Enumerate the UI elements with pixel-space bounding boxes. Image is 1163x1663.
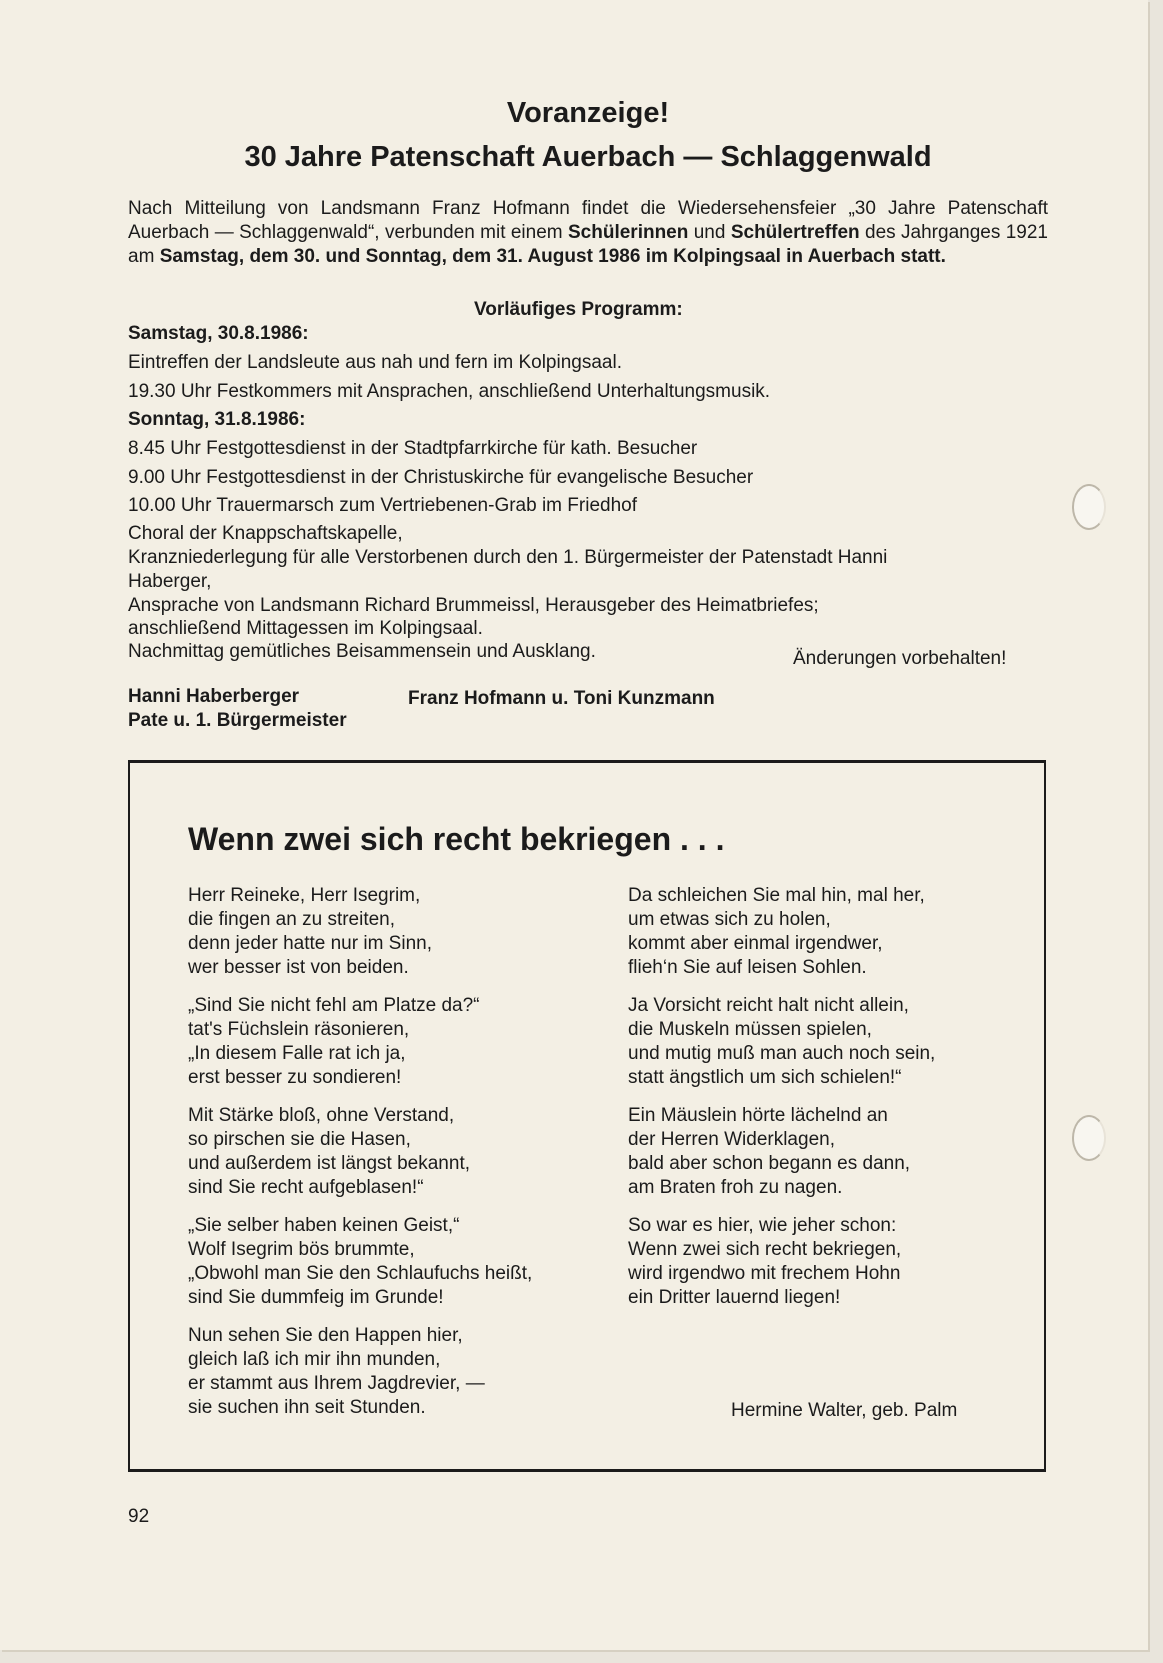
poem-line: Wenn zwei sich recht bekriegen,: [628, 1239, 902, 1260]
program-heading: Vorläufiges Programm:: [474, 299, 683, 320]
poem-line: tat's Füchslein räsonieren,: [188, 1019, 410, 1040]
poem-title: Wenn zwei sich recht bekriegen . . .: [188, 821, 725, 857]
poem-stanza: [188, 1324, 485, 1420]
sunday-line: Kranzniederlegung für alle Verstorbenen durch den 1. Bürgermeister der Patenstadt Hanni: [128, 547, 888, 568]
poem-line: Nun sehen Sie den Happen hier,: [188, 1325, 463, 1346]
poem-line: ein Dritter lauernd liegen!: [628, 1287, 841, 1308]
poem-stanza: [628, 884, 925, 980]
poem-line: bald aber schon begann es dann,: [628, 1153, 911, 1174]
poem-line: die Muskeln müssen spielen,: [628, 1019, 872, 1040]
poem-line: sind Sie recht aufgeblasen!“: [188, 1177, 424, 1198]
poem-stanza: [628, 994, 935, 1090]
poem-line: Ein Mäuslein hörte lächelnd an: [628, 1105, 888, 1126]
poem-line: so pirschen sie die Hasen,: [188, 1129, 411, 1150]
poem-line: sie suchen ihn seit Stunden.: [188, 1397, 426, 1418]
sunday-line: Ansprache von Landsmann Richard Brummeissl, Herausgeber des Heimatbriefes;: [128, 595, 819, 616]
reservation-note: Änderungen vorbehalten!: [793, 648, 1007, 669]
poem-line: „Obwohl man Sie den Schlaufuchs heißt,: [188, 1263, 533, 1284]
sunday-line: Haberger,: [128, 571, 212, 592]
signature-left-role: Pate u. 1. Bürgermeister: [128, 710, 347, 731]
poem-line: wird irgendwo mit frechem Hohn: [628, 1263, 901, 1284]
poem-line: wer besser ist von beiden.: [188, 957, 409, 978]
poem-line: und mutig muß man auch noch sein,: [628, 1043, 936, 1064]
poem-line: die fingen an zu streiten,: [188, 909, 396, 930]
poem-line: „Sind Sie nicht fehl am Platze da?“: [188, 995, 480, 1016]
sunday-line: Nachmittag gemütliches Beisammensein und Ausklang.: [128, 641, 596, 662]
punch-hole-bottom: [1072, 1115, 1106, 1161]
sunday-line: anschließend Mittagessen im Kolpingsaal.: [128, 618, 483, 639]
page-number: 92: [128, 1506, 150, 1527]
poem-line: „In diesem Falle rat ich ja,: [188, 1043, 406, 1064]
poem-line: Da schleichen Sie mal hin, mal her,: [628, 885, 925, 906]
poem-stanza: [188, 1214, 532, 1310]
saturday-line: 19.30 Uhr Festkommers mit Ansprachen, anschließend Unterhaltungsmusik.: [128, 381, 771, 402]
intro-bold-run: Schülerinnen: [568, 222, 689, 243]
intro-bold-run: Schülertreffen: [730, 222, 860, 243]
poem-line: „Sie selber haben keinen Geist,“: [188, 1215, 460, 1236]
poem-line: und außerdem ist längst bekannt,: [188, 1153, 471, 1174]
poem-line: Herr Reineke, Herr Isegrim,: [188, 885, 421, 906]
poem-line: um etwas sich zu holen,: [628, 909, 831, 930]
poem-line: der Herren Widerklagen,: [628, 1129, 835, 1150]
poem-author: Hermine Walter, geb. Palm: [731, 1400, 958, 1421]
intro-run: Nach Mitteilung von Landsmann Franz Hofmann findet die Wiedersehensfeier „30 Jahre Patenschaft Auerbach — Schlaggenwald“, verbunden mit einem: [128, 198, 1048, 243]
announcement-subtitle: 30 Jahre Patenschaft Auerbach — Schlaggenwald: [244, 141, 932, 173]
poem-line: Ja Vorsicht reicht halt nicht allein,: [628, 995, 909, 1016]
sunday-heading: Sonntag, 31.8.1986:: [128, 409, 306, 430]
poem-stanza: [188, 884, 432, 980]
poem-line: am Braten froh zu nagen.: [628, 1177, 843, 1198]
sunday-line: Choral der Knappschaftskapelle,: [128, 523, 403, 544]
saturday-line: Eintreffen der Landsleute aus nah und fern im Kolpingsaal.: [128, 352, 622, 373]
intro-run: und: [688, 222, 731, 243]
signature-right: Franz Hofmann u. Toni Kunzmann: [408, 688, 715, 709]
intro-run: des Jahrganges 1921 am: [128, 222, 1048, 267]
poem-line: er stammt aus Ihrem Jagdrevier, —: [188, 1373, 485, 1394]
poem-line: statt ängstlich um sich schielen!“: [628, 1067, 902, 1088]
sunday-line: 10.00 Uhr Trauermarsch zum Vertriebenen-Grab im Friedhof: [128, 495, 637, 516]
poem-stanza: [628, 1214, 901, 1310]
poem-stanza: [188, 994, 480, 1090]
sunday-line: 8.45 Uhr Festgottesdienst in der Stadtpfarrkirche für kath. Besucher: [128, 438, 698, 459]
saturday-heading: Samstag, 30.8.1986:: [128, 323, 309, 344]
announcement-title: Voranzeige!: [506, 97, 670, 129]
signature-left-name: Hanni Haberberger: [128, 686, 300, 707]
poem-line: denn jeder hatte nur im Sinn,: [188, 933, 432, 954]
poem-line: sind Sie dummfeig im Grunde!: [188, 1287, 444, 1308]
poem-line: kommt aber einmal irgendwer,: [628, 933, 883, 954]
poem-line: flieh‘n Sie auf leisen Sohlen.: [628, 957, 867, 978]
punch-hole-top: [1072, 484, 1106, 530]
poem-stanza: [628, 1104, 910, 1200]
sunday-line: 9.00 Uhr Festgottesdienst in der Christuskirche für evangelische Besucher: [128, 467, 754, 488]
poem-line: Mit Stärke bloß, ohne Verstand,: [188, 1105, 455, 1126]
intro-bold-run: Samstag, dem 30. und Sonntag, dem 31. August 1986 im Kolpingsaal in Auerbach statt.: [159, 246, 946, 267]
poem-stanza: [188, 1104, 470, 1200]
poem-line: gleich laß ich mir ihn munden,: [188, 1349, 441, 1370]
poem-line: So war es hier, wie jeher schon:: [628, 1215, 897, 1236]
announcement-intro: [128, 197, 1048, 269]
poem-line: Wolf Isegrim bös brummte,: [188, 1239, 415, 1260]
poem-line: erst besser zu sondieren!: [188, 1067, 402, 1088]
